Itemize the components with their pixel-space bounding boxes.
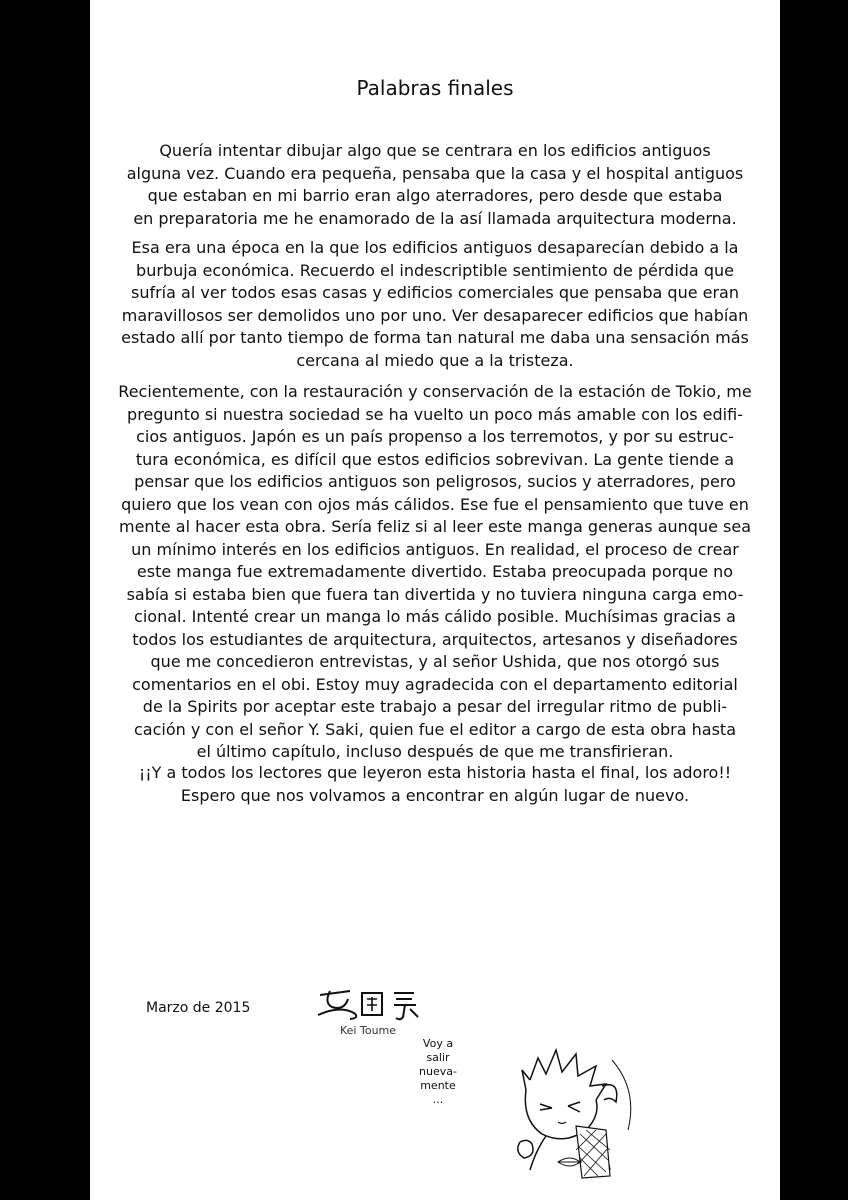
p3-line: pensar que los edificios antiguos son peligrosos, sucios y aterradores, pero <box>134 472 736 491</box>
bubble-line: Voy a <box>422 1037 454 1050</box>
p1-line: en preparatoria me he enamorado de la así llamada arquitectura moderna. <box>133 208 737 228</box>
p3-line: un mínimo interés en los edificios antiguos. En realidad, el proceso de crear <box>131 539 739 559</box>
p3-line: Recientemente, con la restauración y conservación de la estación de Tokio, me <box>118 382 752 401</box>
handwritten-signature <box>310 985 440 1023</box>
date-label: Marzo de 2015 <box>146 1000 251 1016</box>
p3-line: cios antiguos. Japón es un país propenso a los terremotos, y por su estruc- <box>136 427 734 446</box>
p2-line: estado allí por tanto tiempo de forma tan natural me daba una sensación más <box>121 328 749 347</box>
p2-line: Esa era una época en la que los edificios antiguos desaparecían debido a la <box>131 238 739 257</box>
p2-line: maravillosos ser demolidos uno por uno. Ver desaparecer edificios que habían <box>121 305 749 325</box>
paragraph-2 <box>100 237 770 372</box>
p3-line: el último capítulo, incluso después de que me transfirieran. <box>196 742 674 761</box>
p3-line: cación y con el señor Y. Saki, quien fue el editor a cargo de esta obra hasta <box>133 719 736 739</box>
afterword-page <box>90 0 780 1200</box>
bubble-line: salir <box>426 1051 450 1064</box>
p2-line: cercana al miedo que a la tristeza. <box>296 350 574 370</box>
p1-line: Quería intentar dibujar algo que se centrara en los edificios antiguos <box>159 141 711 160</box>
bubble-line: nueva- <box>419 1065 457 1078</box>
speech-text <box>412 1037 464 1107</box>
p3-line: mente al hacer esta obra. Sería feliz si al leer este manga generas aunque sea <box>118 517 751 536</box>
p1-line: alguna vez. Cuando era pequeña, pensaba que la casa y el hospital antiguos <box>126 163 744 183</box>
p3-line: quiero que los vean con ojos más cálidos. Ese fue el pensamiento que tuve en <box>121 494 749 514</box>
page-title: Palabras finales <box>356 76 514 100</box>
p2-line: sufría al ver todos esas casas y edificios comerciales que pensaba que eran <box>130 283 739 302</box>
p4-line: Espero que nos volvamos a encontrar en algún lugar de nuevo. <box>180 785 690 805</box>
p1-line: que estaban en mi barrio eran algo aterradores, pero desde que estaba <box>147 186 723 205</box>
bubble-line: mente <box>420 1079 456 1092</box>
p2-line: burbuja económica. Recuerdo el indescriptible sentimiento de pérdida que <box>136 260 734 280</box>
p3-line: que me concedieron entrevistas, y al señor Ushida, que nos otorgó sus <box>150 652 720 671</box>
p3-line: tura económica, es difícil que estos edificios sobrevivan. La gente tiende a <box>135 449 735 469</box>
p3-line: sabía si estaba bien que fuera tan divertida y no tuviera ninguna carga emo- <box>126 584 744 604</box>
bubble-line: ... <box>432 1093 444 1106</box>
p3-line: pregunto si nuestra sociedad se ha vuelto un poco más amable con los edifi- <box>127 404 743 424</box>
paragraph-4 <box>100 762 770 807</box>
paragraph-1 <box>100 140 770 230</box>
p3-line: este manga fue extremadamente divertido. Estaba preocupada porque no <box>136 562 734 581</box>
p3-line: comentarios en el obi. Estoy muy agradecida con el departamento editorial <box>132 674 738 694</box>
p3-line: de la Spirits por aceptar este trabajo a pesar del irregular ritmo de publi- <box>142 697 728 716</box>
p4-line: ¡¡Y a todos los lectores que leyeron esta historia hasta el final, los adoro!! <box>138 763 732 782</box>
p3-line: todos los estudiantes de arquitectura, arquitectos, artesanos y diseñadores <box>132 629 738 649</box>
p3-line: cional. Intenté crear un manga lo más cálido posible. Muchísimas gracias a <box>134 607 736 626</box>
paragraph-3 <box>100 381 770 764</box>
author-name: Kei Toume <box>340 1024 397 1037</box>
